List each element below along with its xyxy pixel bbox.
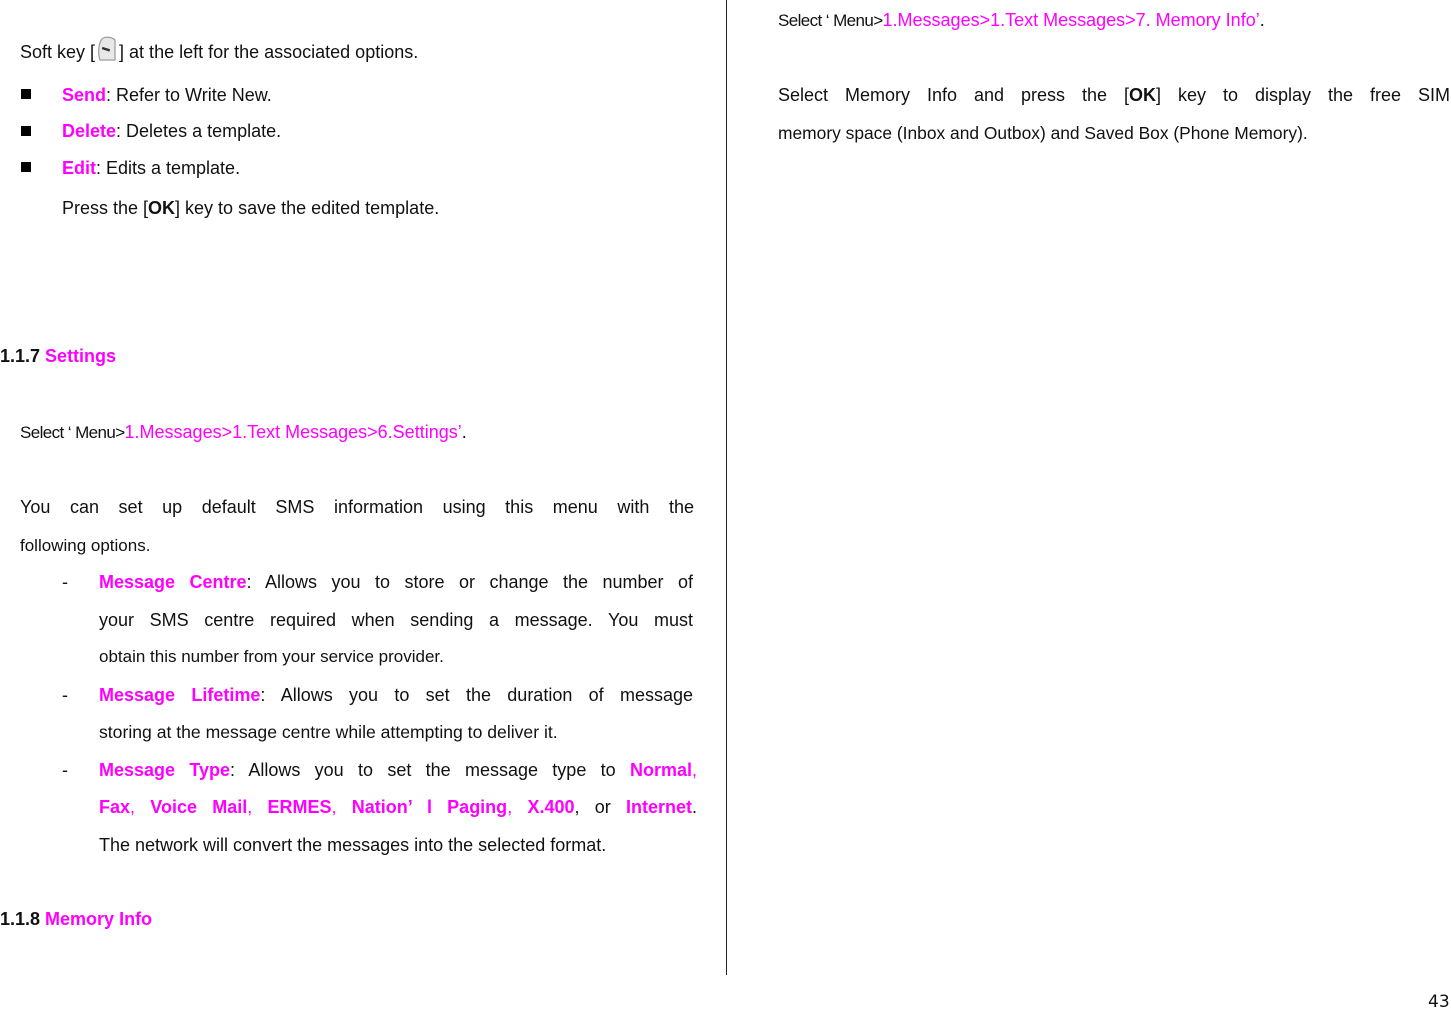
- dash: -: [62, 572, 68, 592]
- column-divider: [726, 0, 727, 975]
- page-number: 43: [1428, 992, 1450, 1012]
- message-centre-line3: obtain this number from your service provider.: [99, 647, 444, 666]
- memory-info-line1: Select Memory Info and press the [OK] key to display the free SIM: [778, 85, 1450, 105]
- message-lifetime-line1: Message Lifetime: Allows you to set the duration of message: [99, 685, 693, 705]
- softkey-line: Soft key [ ] at the left for the associated options.: [20, 36, 418, 63]
- option-send: Send: Refer to Write New.: [62, 85, 272, 105]
- message-centre-line2: your SMS centre required when sending a message. You must: [99, 610, 693, 630]
- bullet-square: [21, 162, 31, 172]
- bullet-square: [21, 126, 31, 136]
- bullet-square: [21, 89, 31, 99]
- section-heading-memory-info: 1.1.8 Memory Info: [0, 909, 153, 929]
- message-centre-line1: Message Centre: Allows you to store or change the number of: [99, 572, 693, 592]
- memory-info-line2: memory space (Inbox and Outbox) and Saved Box (Phone Memory).: [778, 123, 1308, 143]
- message-lifetime-line2: storing at the message centre while attempting to deliver it.: [99, 722, 558, 742]
- softkey-left-icon: [96, 36, 118, 62]
- settings-intro-line2: following options.: [20, 536, 151, 555]
- settings-intro-line1: You can set up default SMS information using this menu with the: [20, 497, 694, 517]
- press-ok-line: Press the [OK] key to save the edited template.: [62, 198, 440, 218]
- menu-path-memory-info: Select ‘ Menu>1.Messages>1.Text Messages>7. Memory Info’.: [778, 10, 1265, 30]
- option-delete: Delete: Deletes a template.: [62, 121, 282, 141]
- dash: -: [62, 760, 68, 780]
- message-type-line1: Message Type: Allows you to set the message type to Normal,: [99, 760, 697, 780]
- message-type-line2: Fax, Voice Mail, ERMES, Nation’ l Paging, X.400, or Internet.: [99, 797, 697, 817]
- dash: -: [62, 685, 68, 705]
- message-type-line3: The network will convert the messages into the selected format.: [99, 835, 607, 855]
- option-edit: Edit: Edits a template.: [62, 158, 241, 178]
- menu-path-settings: Select ‘ Menu>1.Messages>1.Text Messages>6.Settings’.: [20, 422, 467, 442]
- section-heading-settings: 1.1.7 Settings: [0, 346, 117, 366]
